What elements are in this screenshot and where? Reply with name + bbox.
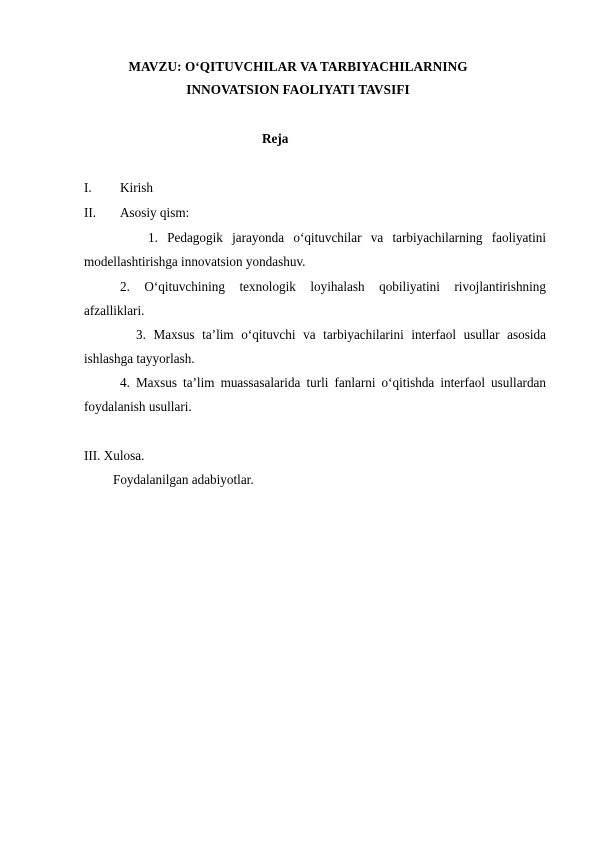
- subitem-2-line-1: 2. O‘qituvchining texnologik loyihalash qobiliyatini rivojlantirishning: [120, 279, 546, 294]
- section-numeral-1: I.: [84, 180, 92, 195]
- subitem-3-line-1: 3. Maxsus ta’lim o‘qituvchi va tarbiyachilarini interfaol usullar asosida: [136, 327, 546, 342]
- references-label: Foydalanilgan adabiyotlar.: [113, 472, 254, 487]
- subitem-1-line-2: modellashtirishga innovatsion yondashuv.: [84, 254, 306, 269]
- section-numeral-2: II.: [84, 205, 97, 220]
- section-label-2: Asosiy qism:: [120, 205, 190, 220]
- plan-heading: Reja: [262, 131, 289, 146]
- subitem-3-line-2: ishlashga tayyorlash.: [84, 351, 195, 366]
- document-title-line-2: INNOVATSION FAOLIYATI TAVSIFI: [186, 82, 410, 97]
- document-title-line-1: MAVZU: O‘QITUVCHILAR VA TARBIYACHILARNING: [128, 59, 468, 74]
- subitem-1-line-1: 1. Pedagogik jarayonda o‘qituvchilar va tarbiyachilarning faoliyatini: [148, 230, 546, 245]
- subitem-4-line-2: foydalanish usullari.: [84, 399, 192, 414]
- section-conclusion: III. Xulosa.: [84, 448, 145, 463]
- section-label-1: Kirish: [120, 180, 153, 195]
- subitem-2-line-2: afzalliklari.: [84, 303, 145, 318]
- subitem-4-line-1: 4. Maxsus ta’lim muassasalarida turli fanlarni o‘qitishda interfaol usullardan: [120, 375, 546, 390]
